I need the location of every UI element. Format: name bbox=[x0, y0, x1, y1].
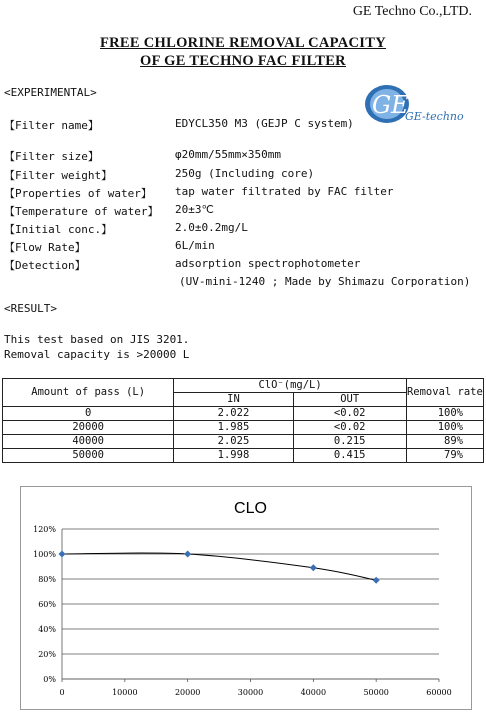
cell-in: 1.998 bbox=[174, 449, 293, 463]
spec-label: 【Properties of water】 bbox=[4, 187, 152, 200]
cell-pass: 40000 bbox=[3, 435, 174, 449]
spec-value: φ20mm/55mm×350mm bbox=[175, 148, 281, 161]
x-tick-label: 10000 bbox=[112, 688, 138, 697]
cell-rate: 89% bbox=[406, 435, 483, 449]
chart-container bbox=[20, 486, 472, 710]
data-point bbox=[373, 577, 380, 584]
header-amount-of-pass: Amount of pass (L) bbox=[3, 379, 174, 407]
spec-label: 【Initial conc.】 bbox=[4, 223, 113, 236]
result-line-1: This test based on JIS 3201. bbox=[4, 333, 190, 346]
ge-techno-logo bbox=[363, 84, 479, 126]
cell-out: <0.02 bbox=[293, 421, 406, 435]
series-line bbox=[62, 553, 376, 580]
header-removal-rate: Removal rate bbox=[406, 379, 483, 407]
header-in: IN bbox=[174, 393, 293, 407]
spec-value: 20±3℃ bbox=[175, 203, 214, 216]
x-tick-label: 40000 bbox=[300, 688, 327, 697]
data-point bbox=[310, 564, 317, 571]
x-tick-label: 0 bbox=[59, 688, 65, 697]
cell-in: 2.022 bbox=[174, 407, 293, 421]
spec-label: 【Temperature of water】 bbox=[4, 205, 159, 218]
cell-rate: 79% bbox=[406, 449, 483, 463]
table-row bbox=[3, 449, 484, 463]
table-row bbox=[3, 435, 484, 449]
y-tick-label: 80% bbox=[38, 575, 56, 584]
y-tick-label: 0% bbox=[43, 675, 56, 684]
cell-out: <0.02 bbox=[293, 407, 406, 421]
svg-text:GE: GE bbox=[372, 91, 409, 119]
header-clo: ClO⁻(mg/L) bbox=[174, 379, 406, 393]
result-heading: <RESULT> bbox=[4, 302, 57, 315]
filter-name-label: 【Filter name】 bbox=[4, 119, 99, 132]
x-tick-label: 60000 bbox=[426, 688, 452, 697]
x-tick-label: 20000 bbox=[174, 688, 201, 697]
table-row bbox=[3, 421, 484, 435]
y-tick-label: 20% bbox=[38, 650, 56, 659]
data-point bbox=[184, 551, 191, 558]
cell-pass: 0 bbox=[3, 407, 174, 421]
spec-value: 250g (Including core) bbox=[175, 167, 315, 180]
company-name: GE Techno Co.,LTD. bbox=[352, 4, 472, 19]
spec-value: 6L/min bbox=[175, 239, 215, 252]
filter-name-value: EDYCL350 M3 (GEJP C system) bbox=[175, 117, 354, 130]
document-title-line1: FREE CHLORINE REMOVAL CAPACITY bbox=[99, 35, 386, 51]
document-title-line2: OF GE TECHNO FAC FILTER bbox=[140, 53, 346, 69]
result-line-2: Removal capacity is >20000 L bbox=[4, 348, 190, 361]
cell-pass: 50000 bbox=[3, 449, 174, 463]
spec-value: adsorption spectrophotometer bbox=[175, 257, 361, 270]
cell-rate: 100% bbox=[406, 407, 483, 421]
table-row bbox=[3, 407, 484, 421]
cell-pass: 20000 bbox=[3, 421, 174, 435]
logo-text: GE-techno bbox=[405, 110, 464, 123]
y-tick-label: 40% bbox=[38, 625, 56, 634]
x-tick-label: 50000 bbox=[363, 688, 389, 697]
cell-in: 2.025 bbox=[174, 435, 293, 449]
spec-label: 【Detection】 bbox=[4, 259, 86, 272]
results-table bbox=[2, 378, 484, 463]
y-tick-label: 100% bbox=[33, 550, 56, 559]
spec-label: 【Flow Rate】 bbox=[4, 241, 86, 254]
cell-in: 1.985 bbox=[174, 421, 293, 435]
x-tick-label: 30000 bbox=[237, 688, 264, 697]
spec-value: 2.0±0.2mg/L bbox=[175, 221, 248, 234]
y-tick-label: 60% bbox=[38, 600, 56, 609]
spec-value: tap water filtrated by FAC filter bbox=[175, 185, 394, 198]
experimental-heading: <EXPERIMENTAL> bbox=[4, 86, 97, 99]
detection-detail: (UV-mini-1240 ; Made by Shimazu Corporation) bbox=[179, 275, 471, 288]
cell-out: 0.415 bbox=[293, 449, 406, 463]
header-out: OUT bbox=[293, 393, 406, 407]
cell-rate: 100% bbox=[406, 421, 483, 435]
data-point bbox=[59, 551, 66, 558]
spec-label: 【Filter weight】 bbox=[4, 169, 113, 182]
y-tick-label: 120% bbox=[33, 525, 56, 534]
clo-line-chart bbox=[21, 487, 471, 709]
spec-label: 【Filter size】 bbox=[4, 150, 99, 163]
chart-title: CLO bbox=[234, 500, 267, 517]
cell-out: 0.215 bbox=[293, 435, 406, 449]
